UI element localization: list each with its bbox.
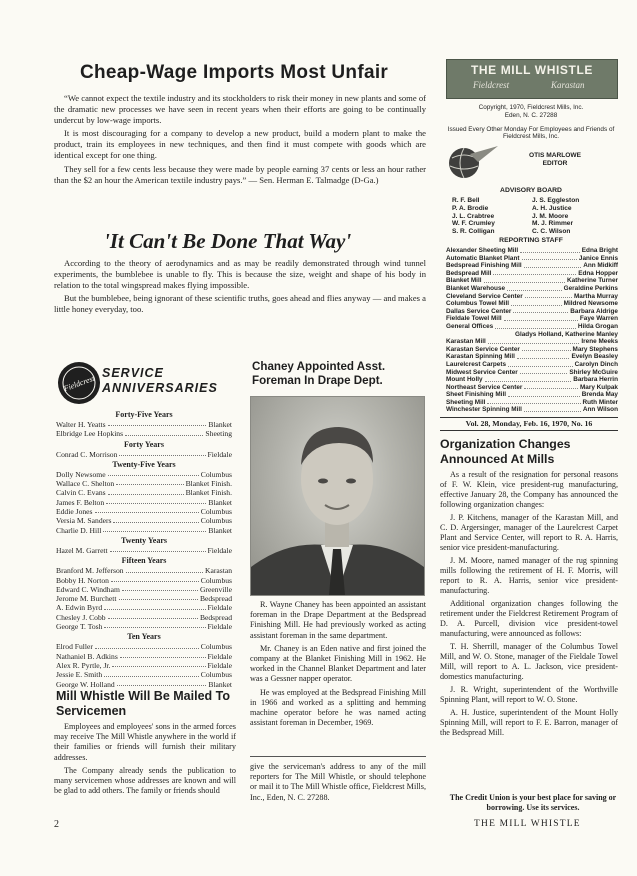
service-row — [56, 429, 232, 438]
employee-name: Chesley J. Cobb — [56, 612, 106, 622]
leader-dots — [125, 429, 203, 435]
service-row — [56, 470, 232, 479]
reporting-row — [446, 406, 618, 414]
leader-dots — [524, 406, 581, 412]
advisory-member: J. S. Eggleston — [532, 197, 580, 204]
reporting-row — [446, 247, 618, 255]
volume-rule-top — [440, 417, 618, 418]
employee-plant: Columbus — [200, 670, 232, 680]
leader-dots — [517, 353, 570, 359]
volume-line: Vol. 28, Monday, Feb. 16, 1970, No. 16 — [465, 419, 593, 428]
paragraph: “We cannot expect the textile industry and its stockholders to risk their money in new plants and some of the dramatic new processes we have seen in recent years when their efforts are going to be continually undercut by low-wage imports. — [54, 93, 426, 125]
reporting-row — [446, 285, 618, 293]
editor-title: EDITOR — [542, 160, 568, 167]
employee-name: James F. Belton — [56, 497, 105, 507]
employee-plant: Columbus — [200, 469, 232, 479]
service-row — [56, 576, 232, 585]
paragraph: Additional organization changes following the retirement under the Fieldcrest Retirement Program of D. A. Purcell, division vice president-towel manufacturing, were announced as follows: — [440, 599, 618, 638]
chaney-portrait — [250, 396, 425, 596]
service-row — [56, 488, 232, 497]
service-row — [56, 652, 232, 661]
advisory-member: M. J. Rimmer — [532, 220, 574, 228]
reporting-row — [446, 369, 618, 377]
article-chaney — [250, 600, 426, 731]
employee-plant: Fieldale — [207, 651, 232, 661]
article-cheap-wage — [54, 93, 426, 188]
reporting-row — [446, 399, 618, 407]
leader-dots — [110, 546, 206, 552]
masthead-info — [446, 104, 616, 141]
reporting-row — [446, 270, 618, 278]
leader-dots — [495, 323, 576, 329]
leader-dots — [117, 680, 207, 686]
service-row — [56, 507, 232, 516]
leader-dots — [485, 376, 572, 382]
leader-dots — [522, 346, 571, 352]
employee-name: Conrad C. Morrison — [56, 449, 118, 459]
service-row — [56, 670, 232, 679]
reporting-reporter: Janice Ennis — [578, 254, 618, 262]
leader-dots — [126, 566, 203, 572]
reporting-row — [446, 323, 618, 331]
reporting-reporter: Carolyn Dinch — [574, 360, 618, 368]
service-row — [56, 516, 232, 525]
service-row — [56, 642, 232, 651]
reporting-mill: Midwest Service Center — [446, 368, 518, 376]
masthead-brand-karastan: Karastan — [551, 80, 585, 90]
reporting-reporter: Ann Midkiff — [583, 262, 618, 270]
reporting-mill: Laurelcrest Carpets — [446, 360, 507, 368]
paragraph: Employees and employees' sons in the armed forces may receive The Mill Whistle anywhere in the world if their families or friends will furnish their military addresses. — [54, 722, 236, 762]
reporting-reporter: Barbara Aldrige — [570, 307, 618, 315]
leader-dots — [119, 594, 198, 600]
copyright-text: Copyright, 1970, Fieldcrest Mills, Inc. — [478, 104, 584, 111]
leader-dots — [122, 585, 198, 591]
employee-name: Eddie Jones — [56, 507, 93, 517]
service-row — [56, 450, 232, 459]
employee-name: Alex R. Pyrtle, Jr. — [56, 660, 111, 670]
service-row — [56, 526, 232, 535]
reporting-mill: Fieldale Towel Mill — [446, 315, 502, 323]
service-row — [56, 420, 232, 429]
reporting-row — [446, 391, 618, 399]
reporting-row — [446, 353, 618, 361]
advisory-title: ADVISORY BOARD — [500, 187, 562, 194]
reporting-row — [446, 262, 618, 270]
employee-name: Nathaniel B. Adkins — [56, 651, 118, 661]
service-group-heading: Ten Years — [127, 632, 161, 642]
employee-name: Elrod Fuller — [56, 642, 93, 652]
paragraph: A. H. Justice, superintendent of the Mount Holly Spinning Mill, will report to F. E. Barron, manager of the Bedspread Mill. — [440, 708, 618, 737]
employee-name: Versia M. Sanders — [56, 516, 112, 526]
reporting-mill: Bedspread Mill — [446, 269, 492, 277]
reporting-reporter: Mary Kulpak — [579, 383, 618, 391]
leader-dots — [108, 470, 199, 476]
reporting-reporter: Shirley McGuire — [569, 368, 618, 376]
advisory-member: A. H. Justice — [532, 204, 572, 212]
leader-dots — [513, 308, 568, 314]
employee-plant: Columbus — [200, 507, 232, 517]
advisory-row — [452, 228, 612, 236]
service-group-heading: Forty-Five Years — [115, 410, 173, 419]
employee-name: Jerome M. Burchett — [56, 594, 117, 604]
service-row — [56, 479, 232, 488]
reporting-mill: Sheeting Mill — [446, 398, 486, 406]
leader-dots — [448, 331, 513, 337]
service-list — [56, 409, 232, 689]
reporting-reporter: Edna Bright — [581, 247, 618, 254]
paragraph: The Company already sends the publication to many servicemen whose addresses are known and will be glad to add others. The family or friends should — [54, 765, 236, 796]
advisory-member: C. C. Wilson — [532, 228, 571, 236]
employee-plant: Bedspread — [199, 594, 232, 604]
leader-dots — [104, 670, 199, 676]
leader-dots — [507, 285, 562, 291]
service-row — [56, 566, 232, 575]
article-bumblebee — [54, 258, 426, 318]
leader-dots — [520, 369, 568, 375]
reporting-mill: Alexander Sheeting Mill — [446, 247, 519, 254]
service-row — [56, 546, 232, 555]
column-divider — [250, 756, 426, 757]
reporting-mill: Karastan Service Center — [446, 345, 520, 353]
reporting-mill: Dallas Service Center — [446, 307, 512, 315]
employee-name: A. Edwin Byrd — [56, 603, 103, 613]
reporting-mill: Northeast Service Center — [446, 383, 523, 391]
advisory-row — [452, 213, 612, 221]
leader-dots — [108, 488, 184, 494]
reporting-row — [446, 384, 618, 392]
reporting-mill: Blanket Warehouse — [446, 284, 506, 292]
editor-name: OTIS MARLOWE — [528, 152, 581, 159]
employee-plant: Sheeting — [205, 429, 232, 439]
leader-dots — [108, 613, 198, 619]
service-group-heading: Fifteen Years — [121, 556, 167, 566]
paragraph: It is most discouraging for a company to develop a new product, build a modern plant to make the product, train its employees in new techniques, and then find it must compete with goods which are identical except for one thing. — [54, 128, 426, 160]
advisory-row — [452, 220, 612, 228]
reporting-reporter: Evelyn Beasley — [571, 353, 618, 361]
employee-name: Hazel M. Garrett — [56, 545, 108, 555]
employee-name: Bobby H. Norton — [56, 575, 109, 585]
employee-plant: Blanket — [208, 525, 232, 535]
leader-dots — [525, 293, 572, 299]
reporting-row — [446, 346, 618, 354]
leader-dots — [104, 603, 205, 609]
reporting-row — [446, 315, 618, 323]
reporting-reporter: Irene Meeks — [581, 338, 618, 346]
paragraph: As a result of the resignation for personal reasons of F. W. Klein, vice president-rug manufacturing, effective January 28, the Company has announced the following organization changes: — [440, 470, 618, 509]
reporting-mill: Mount Holly — [446, 376, 483, 384]
article-organization-changes — [440, 470, 618, 741]
advisory-row — [452, 205, 612, 213]
leader-dots — [511, 300, 562, 306]
service-row — [56, 585, 232, 594]
employee-plant: Fieldale — [207, 603, 232, 613]
employee-plant: Blanket Finish. — [185, 488, 232, 498]
paragraph: They sell for a few cents less because they were made by people earning 37 cents or less an hour rather than the $2 an hour the American textile industry pays.” — Sen. Herman E. Talmadge (D-Ga.) — [54, 163, 426, 185]
leader-dots — [504, 315, 578, 321]
leader-dots — [112, 661, 205, 667]
advisory-member: S. R. Colligan — [452, 228, 495, 236]
reporting-mill: Karastan Mill — [446, 338, 486, 346]
reporting-mill: Sheet Finishing Mill — [446, 391, 507, 399]
employee-plant: Fieldale — [207, 449, 232, 459]
headline-chaney: Chaney Appointed Asst. Foreman In Drape Dept. — [252, 360, 386, 387]
reporting-reporter: Hilda Grogan — [577, 322, 618, 330]
paragraph: But the bumblebee, being ignorant of these scientific truths, goes ahead and flies anyway — and makes a little honey everyday, too. — [54, 293, 426, 315]
advisory-member: J. M. Moore — [532, 212, 569, 220]
reporting-mill: Automatic Blanket Plant — [446, 254, 520, 262]
volume-rule-bottom — [440, 430, 618, 431]
employee-plant: Columbus — [200, 516, 232, 526]
service-title-line1: SERVICE — [102, 366, 164, 380]
employee-plant: Blanket — [208, 420, 232, 429]
service-row — [56, 680, 232, 689]
employee-plant: Columbus — [200, 575, 232, 585]
leader-dots — [524, 262, 582, 268]
service-row — [56, 622, 232, 631]
reporting-title: REPORTING STAFF — [499, 237, 563, 244]
service-title-line2: ANNIVERSARIES — [102, 381, 218, 395]
paragraph: J. P. Kitchens, manager of the Karastan Mill, and C. D. Argersinger, manager of the Laurelcrest Carpet Plant and Service Center, will report to R. A. Harris, senior vice president-manufacturing. — [440, 513, 618, 552]
reporting-reporter: Barbara Herrin — [573, 376, 618, 384]
headline-cheap-wage: Cheap-Wage Imports Most Unfair — [80, 62, 389, 83]
employee-plant: Blanket Finish. — [185, 479, 232, 489]
reporting-row — [446, 376, 618, 384]
svg-text:Fieldcrest: Fieldcrest — [62, 373, 96, 394]
editor-block — [490, 152, 620, 168]
leader-dots — [119, 450, 205, 456]
leader-dots — [508, 391, 580, 397]
reporting-row — [446, 361, 618, 369]
employee-name: George W. Holland — [56, 679, 115, 689]
reporting-reporter: Ann Wilson — [582, 406, 618, 414]
issued-text: Issued Every Other Monday For Employees and Friends of Fieldcrest Mills, Inc. — [447, 125, 615, 141]
employee-name: Edward C. Windham — [56, 584, 120, 594]
reporting-reporter: Katherine Turner — [566, 277, 618, 285]
employee-name: Jessie E. Smith — [56, 670, 103, 680]
service-row — [56, 661, 232, 670]
reporting-mill: Cleveland Service Center — [446, 292, 523, 300]
leader-dots — [116, 479, 183, 485]
employee-plant: Fieldale — [207, 622, 232, 632]
employee-plant: Karastan — [205, 566, 232, 576]
reporting-reporter: Mary Stephens — [572, 345, 618, 353]
reporting-reporter: Edna Hopper — [578, 269, 618, 277]
leader-dots — [493, 270, 576, 276]
employee-plant: Greenville — [199, 584, 232, 594]
employee-name: Branford M. Jefferson — [56, 566, 124, 576]
article-servicemen — [54, 722, 236, 799]
reporting-mill: General Offices — [446, 322, 494, 330]
paragraph: According to the theory of aerodynamics and as may be readily demonstrated through wind tunnel experiments, the bumblebee is unable to fly. This is because the size, weight and shape of his body in relation to the total wingspread makes flying impossible. — [54, 258, 426, 290]
service-row — [56, 594, 232, 603]
employee-plant: Blanket — [208, 497, 232, 507]
headline-organization-changes: Organization Changes Announced At Mills — [440, 437, 571, 466]
advisory-member: W. F. Crumley — [452, 220, 495, 228]
headline-servicemen: Mill Whistle Will Be Mailed To Servicemen — [56, 689, 230, 718]
leader-dots — [520, 247, 580, 253]
masthead-brand-fieldcrest: Fieldcrest — [473, 80, 510, 90]
paragraph: J. R. Wright, superintendent of the Worthville Spinning Plant, will report to W. O. Stone. — [440, 685, 618, 704]
employee-plant: Blanket — [208, 679, 232, 689]
reporting-list — [446, 247, 618, 414]
reporting-row — [446, 300, 618, 308]
reporting-row — [446, 331, 618, 339]
credit-union-note: The Credit Union is your best place for saving or borrowing. Use its services. — [449, 793, 617, 812]
fieldcrest-seal-icon — [56, 360, 102, 406]
service-anniversaries-header — [56, 360, 236, 408]
reporting-mill: Bedspread Finishing Mill — [446, 262, 522, 270]
article-servicemen-continued: give the serviceman's address to any of the mill reporters for The Mill Whistle, or should telephone or mail it to The Mill Whistle office, Fieldcrest Mills, Inc., Eden, N. C. 27288. — [250, 762, 426, 802]
employee-name: Charlie D. Hill — [56, 525, 102, 535]
leader-dots — [103, 526, 206, 532]
reporting-reporter: Brenda May — [581, 391, 618, 399]
leader-dots — [106, 498, 206, 504]
leader-dots — [95, 507, 199, 513]
leader-dots — [522, 255, 577, 261]
advisory-row — [452, 197, 612, 205]
employee-name: George T. Tosh — [56, 622, 103, 632]
advisory-member: R. F. Bell — [452, 197, 480, 204]
paragraph: R. Wayne Chaney has been appointed an assistant foreman in the Drape Department at the Bedspread Finishing Mill. He had previously worked as acting assistant foreman in the same department. — [250, 600, 426, 640]
employee-name: Walter H. Yeatts — [56, 420, 106, 429]
leader-dots — [488, 338, 580, 344]
employee-plant: Columbus — [200, 642, 232, 652]
reporting-reporter: Mildred Newsome — [563, 300, 618, 308]
reporting-mill: Winchester Spinning Mill — [446, 406, 522, 414]
masthead-banner — [446, 59, 618, 99]
employee-name: Wallace C. Shelton — [56, 479, 115, 489]
service-group-heading: Twenty Years — [121, 535, 167, 545]
leader-dots — [508, 361, 573, 367]
employee-plant: Fieldale — [207, 545, 232, 555]
service-group-heading: Forty Years — [124, 439, 164, 449]
leader-dots — [487, 399, 580, 405]
employee-name: Elbridge Lee Hopkins — [56, 429, 124, 439]
reporting-mill: Karastan Spinning Mill — [446, 353, 515, 361]
reporting-row — [446, 308, 618, 316]
advisory-list — [452, 197, 612, 236]
leader-dots — [120, 652, 206, 658]
reporting-row — [446, 255, 618, 263]
paragraph: T. H. Sherrill, manager of the Columbus Towel Mill, and W. O. Stone, manager of the Fieldale Towel Mill, will report to A. L. Jackson, vice president-domestics manufacturing. — [440, 642, 618, 681]
reporting-reporter: Martha Murray — [573, 292, 618, 300]
service-group-heading: Twenty-Five Years — [112, 459, 176, 469]
masthead-title: THE MILL WHISTLE — [470, 63, 594, 77]
reporting-row — [446, 277, 618, 285]
service-row — [56, 613, 232, 622]
leader-dots — [95, 642, 199, 648]
paragraph: He was employed at the Bedspread Finishing Mill in 1966 and worked as a splitting and hemming machine operator before he was named acting assistant foreman in December, 1969. — [250, 687, 426, 728]
leader-dots — [524, 384, 578, 390]
page-number: 2 — [54, 819, 59, 830]
leader-dots — [111, 576, 199, 582]
address-text: Eden, N. C. 27288 — [504, 111, 558, 119]
employee-name: Dolly Newsome — [56, 469, 106, 479]
leader-dots — [113, 516, 198, 522]
footer-publication: THE MILL WHISTLE — [474, 819, 581, 829]
reporting-reporter: Geraldine Perkins — [563, 284, 618, 292]
advisory-member: J. L. Crabtree — [452, 212, 495, 220]
portrait-photo-icon — [251, 397, 424, 595]
paragraph: J. M. Moore, named manager of the rug spinning mills following the retirement of H. F. Morris, will report to R. A. Harris, senior vice president-manufacturing. — [440, 556, 618, 595]
employee-plant: Fieldale — [207, 660, 232, 670]
headline-cant-be-done: 'It Can't Be Done That Way' — [104, 229, 352, 253]
employee-plant: Bedspread — [199, 612, 232, 622]
reporting-row — [446, 338, 618, 346]
reporting-mill: Columbus Towel Mill — [446, 300, 510, 308]
service-row — [56, 603, 232, 612]
advisory-member: P. A. Brodie — [452, 204, 489, 212]
reporting-reporter: Faye Warren — [579, 315, 618, 323]
reporting-row — [446, 293, 618, 301]
reporting-mill: Blanket Mill — [446, 277, 482, 285]
employee-name: Calvin C. Evans — [56, 488, 106, 498]
leader-dots — [484, 277, 565, 283]
leader-dots — [108, 420, 207, 426]
leader-dots — [104, 622, 205, 628]
reporting-reporter: Ruth Minter — [582, 398, 618, 406]
service-row — [56, 498, 232, 507]
paragraph: Mr. Chaney is an Eden native and first joined the company at the Blanket Finishing Mill in 1962. He worked in the Channel Blanket Department and later was a Gessner napper operator. — [250, 643, 426, 684]
reporting-reporter: Gladys Holland, Katherine Manley — [515, 330, 618, 338]
